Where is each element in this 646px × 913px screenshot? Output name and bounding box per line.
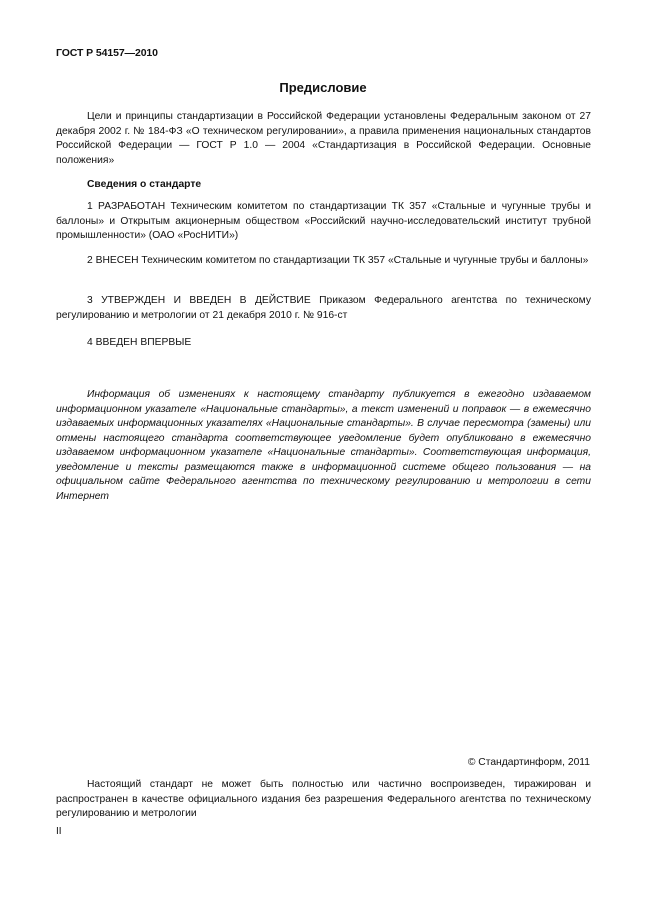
page-number: II bbox=[56, 826, 62, 837]
copyright-notice: © Стандартинформ, 2011 bbox=[467, 757, 590, 768]
item-2-paragraph: 2 ВНЕСЕН Техническим комитетом по стандартизации ТК 357 «Стальные и чугунные трубы и баллоны» bbox=[87, 255, 589, 266]
page-title: Предисловие bbox=[279, 80, 367, 95]
item-1-paragraph: 1 РАЗРАБОТАН Техническим комитетом по стандартизации ТК 357 «Стальные и чугунные трубы и баллоны» и Открытым акционерным обществом «Российский научно-исследовательский институт трубной промышленности» (ОАО «РосНИТИ») bbox=[56, 201, 591, 241]
document-header: ГОСТ Р 54157—2010 bbox=[56, 47, 158, 59]
item-3-paragraph: 3 УТВЕРЖДЕН И ВВЕДЕН В ДЕЙСТВИЕ Приказом Федерального агентства по техническому регулированию и метрологии от 21 декабря 2010 г. № 916-ст bbox=[56, 295, 591, 321]
intro-paragraph: Цели и принципы стандартизации в Российской Федерации установлены Федеральным законом от 27 декабря 2002 г. № 184-ФЗ «О техническом регулировании», а правила применения национальных стандартов Российской Федерации — ГОСТ Р 1.0 — 2004 «Стандартизация в Российской Федерации. Основные положения» bbox=[56, 111, 591, 166]
section-heading: Сведения о стандарте bbox=[87, 179, 202, 190]
item-4-paragraph: 4 ВВЕДЕН ВПЕРВЫЕ bbox=[87, 337, 192, 348]
info-notice-paragraph: Информация об изменениях к настоящему стандарту публикуется в ежегодно издаваемом информационном указателе «Национальные стандарты», а текст изменений и поправок — в ежемесячно издаваемых информационных указателях «Национальные стандарты». В случае пересмотра (замены) или отмены настоящего стандарта соответствующее уведомление будет опубликовано в ежемесячно издаваемом информационном указателе «Национальные стандарты». Соответствующая информация, уведомление и тексты размещаются также в информационной системе общего пользования — на официальном сайте Федерального агентства по техническому регулированию и метрологии в сети Интернет bbox=[56, 389, 591, 502]
reproduction-notice-paragraph: Настоящий стандарт не может быть полностью или частично воспроизведен, тиражирован и распространен в качестве официального издания без разрешения Федерального агентства по техническому регулированию и метрологии bbox=[56, 779, 591, 819]
